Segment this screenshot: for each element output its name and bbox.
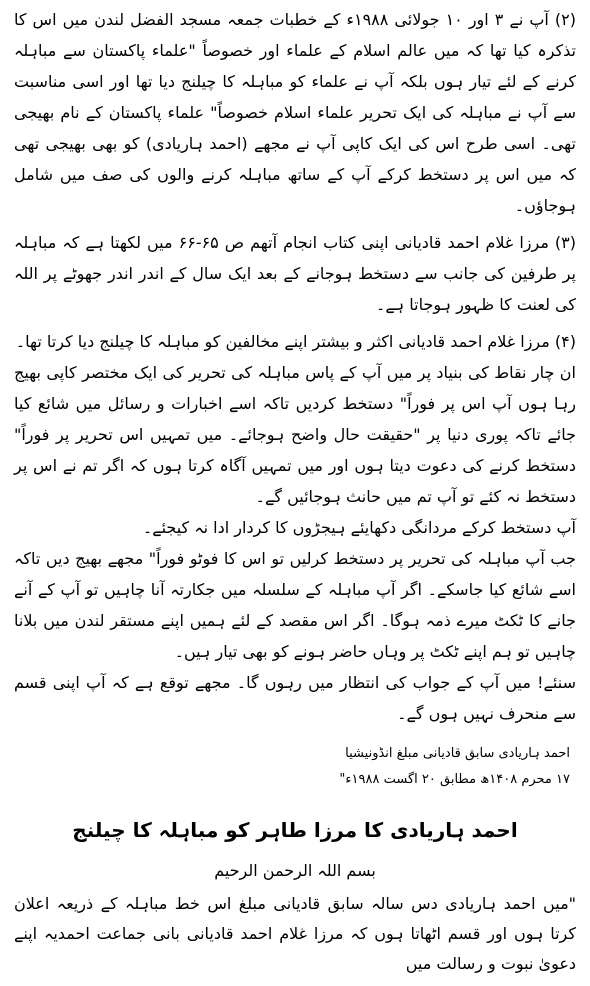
declaration-paragraph: "میں احمد ہاریادی دس سالہ سابق قادیانی مبلغ اس خط مباہلہ کے ذریعہ اعلان کرتا ہوں اور قسم اٹھاتا ہوں کہ مرزا غلام احمد قادیانی بانی جماعت احمدیہ اپنے دعویٰ نبوت و رسالت میں <box>14 894 576 973</box>
paragraph-2: (۲) آپ نے ۳ اور ۱۰ جولائی ۱۹۸۸ء کے خطبات جمعہ مسجد الفضل لندن میں اس کا تذکرہ کیا تھا کہ میں عالم اسلام کے علماء اور خصوصاً "علماء پاکستان سے مباہلہ کرنے کے لئے تیار ہوں بلکہ آپ نے علماء کو مباہلہ کا چیلنج دیا تھا اور اسی مناسبت سے آپ نے مباہلہ کی ایک تحریر علماء اسلام خصوصاً" علماء پاکستان کے نام بھیجی تھی۔ اسی طرح اس کی ایک کاپی آپ نے مجھے (احمد ہاریادی) کو بھی بھیجی تھی کہ میں اس پر دستخط کرکے آپ کے ساتھ مباہلہ کرنے والوں کی صف میں شامل ہوجاؤں۔ <box>14 10 576 215</box>
paragraph-4: (۴) مرزا غلام احمد قادیانی اکثر و بیشتر اپنے مخالفین کو مباہلہ کا چیلنج دیا کرتا تھا۔ <box>15 332 576 351</box>
signature-name: احمد ہاریادی سابق قادیانی مبلغ انڈونیشیا <box>345 746 570 761</box>
paragraph-7: جب آپ مباہلہ کی تحریر پر دستخط کرلیں تو اس کا فوٹو فوراً" مجھے بھیج دیں تاکہ اسے شائع کیا جاسکے۔ اگر آپ مباہلہ کے سلسلہ میں جکارتہ آنا چاہیں تو آپ کے آنے جانے کا ٹکٹ میرے ذمہ ہوگا۔ اگر اس مقصد کے لئے ہمیں اپنے مستقر لندن میں بلانا چاہیں تو ہم اپنے ٹکٹ پر وہاں حاضر ہونے کو بھی تیار ہیں۔ <box>14 549 576 661</box>
bismillah: بسم اللہ الرحمن الرحیم <box>214 861 376 880</box>
signature-block <box>14 741 576 793</box>
paragraph-5: ان چار نقاط کی بنیاد پر میں آپ کے پاس مباہلہ کی تحریر کی ایک مختصر کاپی بھیج رہا ہوں آپ اس پر فوراً" دستخط کردیں تاکہ اسے اخبارات و رسائل میں شائع کیا جائے تاکہ پوری دنیا پر "حقیقت حال واضح ہوجائے۔ میں تمہیں اس تحریر پر فوراً" دستخط کرنے کی دعوت دیتا ہوں اور میں تمہیں آگاہ کرتا ہوں کہ اگر تم نے اس پر دستخط نہ کئے تو آپ تم میں حانث ہوجائیں گے۔ <box>14 363 576 506</box>
paragraph-8: سنئے! میں آپ کے جواب کی انتظار میں رہوں گا۔ مجھے توقع ہے کہ آپ اپنی قسم سے منحرف نہیں ہوں گے۔ <box>14 673 576 723</box>
signature-date: ۱۷ محرم ۱۴۰۸ھ مطابق ۲۰ اگست ۱۹۸۸ء" <box>339 772 570 787</box>
paragraph-3: (۳) مرزا غلام احمد قادیانی اپنی کتاب انجام آتھم ص ۶۵-۶۶ میں لکھتا ہے کہ مباہلہ پر طرفین کی جانب سے دستخط ہوجانے کے بعد ایک سال کے اندر اندر جھوٹے پر اللہ کی لعنت کا ظہور ہوجاتا ہے۔ <box>14 233 577 314</box>
paragraph-6: آپ دستخط کرکے مردانگی دکھایئے ہیجڑوں کا کردار ادا نہ کیجئے۔ <box>142 518 576 537</box>
section-heading: احمد ہاریادی کا مرزا طاہر کو مباہلہ کا چیلنج <box>72 818 518 842</box>
document-page <box>14 4 576 982</box>
